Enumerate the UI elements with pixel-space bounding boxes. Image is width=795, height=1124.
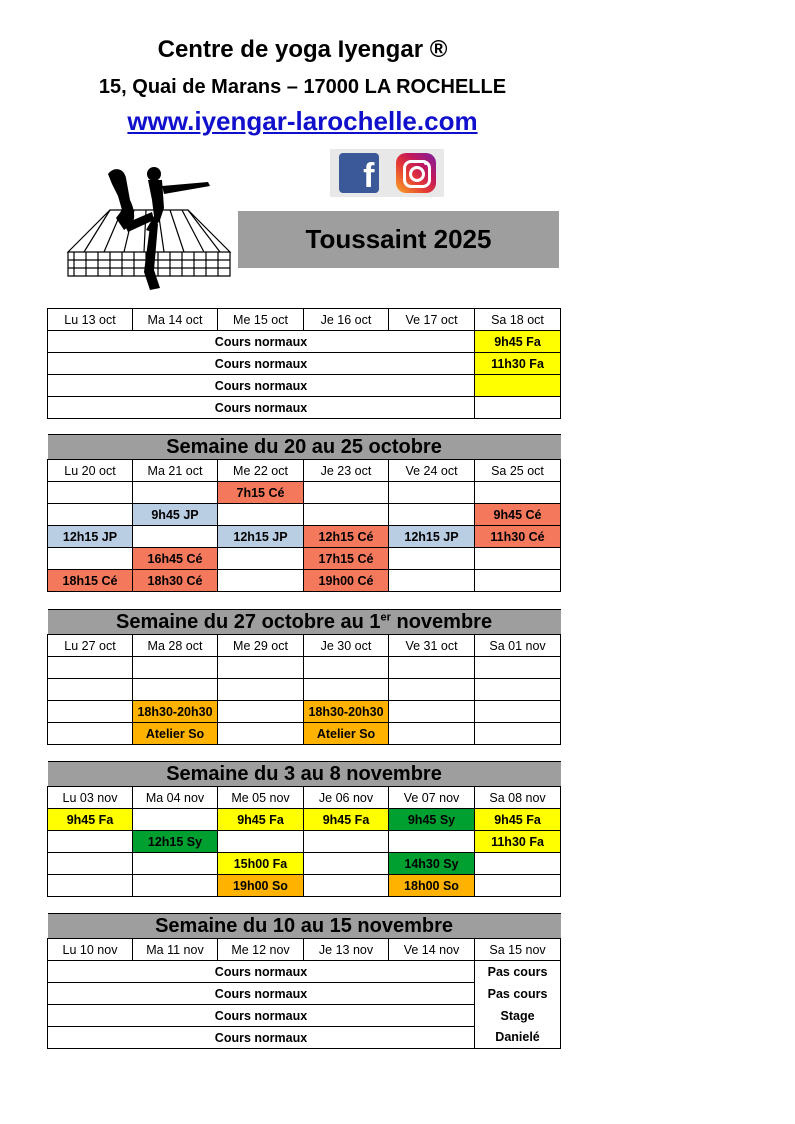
class-slot: 9h45 Fa [48,809,133,831]
table-row [48,809,561,831]
table-row [48,679,561,701]
day-header: Me 22 oct [218,460,304,482]
class-slot [304,853,389,875]
class-slot [48,679,133,701]
day-header: Ma 21 oct [133,460,218,482]
class-slot [389,657,475,679]
day-header: Me 29 oct [218,635,304,657]
class-slot: 9h45 Cé [475,504,561,526]
normal-classes-cell: Cours normaux [48,1027,475,1049]
class-slot [475,875,561,897]
day-header: Je 23 oct [304,460,389,482]
table-row [48,548,561,570]
yoga-logo-icon [64,160,234,292]
class-slot: 18h00 So [389,875,475,897]
day-header: Lu 03 nov [48,787,133,809]
day-header: Sa 18 oct [475,309,561,331]
table-row [48,875,561,897]
class-slot [48,723,133,745]
class-slot [304,482,389,504]
day-header: Ma 28 oct [133,635,218,657]
class-slot [48,482,133,504]
website-link-wrap [0,106,605,137]
class-slot: 9h45 Fa [304,809,389,831]
day-header: Ve 14 nov [389,939,475,961]
class-slot [48,701,133,723]
day-header: Me 05 nov [218,787,304,809]
class-slot [475,570,561,592]
class-slot [389,723,475,745]
normal-classes-cell: Cours normaux [48,375,475,397]
class-slot: 12h15 JP [48,526,133,548]
table-row [48,853,561,875]
day-header: Ve 17 oct [389,309,475,331]
saturday-note: Stage [475,1005,561,1027]
class-slot: Atelier So [304,723,389,745]
class-slot [389,504,475,526]
class-slot [48,548,133,570]
day-header: Sa 15 nov [475,939,561,961]
website-link[interactable]: www.iyengar-larochelle.com [127,106,478,136]
class-slot [133,482,218,504]
class-slot [475,397,561,419]
table-row [48,701,561,723]
class-slot [218,831,304,853]
normal-classes-cell: Cours normaux [48,983,475,1005]
class-slot: 14h30 Sy [389,853,475,875]
class-slot [218,548,304,570]
social-links [330,149,444,197]
table-row [48,570,561,592]
week-title: Semaine du 20 au 25 octobre [48,435,561,460]
class-slot [475,482,561,504]
class-slot [218,701,304,723]
class-slot: 18h15 Cé [48,570,133,592]
day-header: Ve 07 nov [389,787,475,809]
day-header: Lu 13 oct [48,309,133,331]
class-slot [48,875,133,897]
class-slot [48,853,133,875]
class-slot: 12h15 Cé [304,526,389,548]
class-slot [133,875,218,897]
class-slot [304,875,389,897]
schedule-week-27-oct-1-nov [47,609,561,745]
class-slot [475,723,561,745]
class-slot: 19h00 Cé [304,570,389,592]
day-header: Sa 25 oct [475,460,561,482]
day-header-row [48,309,561,331]
class-slot [133,853,218,875]
day-header: Ma 11 nov [133,939,218,961]
class-slot [133,809,218,831]
table-row [48,375,561,397]
class-slot [48,831,133,853]
class-slot: 9h45 JP [133,504,218,526]
class-slot [218,570,304,592]
class-slot [48,504,133,526]
class-slot: 9h45 Fa [475,809,561,831]
class-slot: 7h15 Cé [218,482,304,504]
class-slot: 18h30 Cé [133,570,218,592]
week-title: Semaine du 10 au 15 novembre [48,914,561,939]
table-row [48,1005,561,1027]
day-header-row [48,635,561,657]
class-slot: 18h30-20h30 [133,701,218,723]
day-header: Sa 01 nov [475,635,561,657]
table-row [48,397,561,419]
class-slot: 11h30 Fa [475,353,561,375]
class-slot: 17h15 Cé [304,548,389,570]
week-title: Semaine du 27 octobre au 1er novembre [48,610,561,635]
day-header: Ma 14 oct [133,309,218,331]
table-row [48,983,561,1005]
class-slot: 16h45 Cé [133,548,218,570]
class-slot [304,504,389,526]
day-header: Me 12 nov [218,939,304,961]
class-slot [389,701,475,723]
table-row [48,961,561,983]
class-slot: 11h30 Fa [475,831,561,853]
class-slot [475,657,561,679]
table-row [48,482,561,504]
schedule-week-10-15-nov [47,913,561,1049]
table-row [48,353,561,375]
class-slot [475,853,561,875]
class-slot [475,679,561,701]
saturday-note: Danielé [475,1027,561,1049]
normal-classes-cell: Cours normaux [48,331,475,353]
class-slot [389,570,475,592]
class-slot: 18h30-20h30 [304,701,389,723]
table-row [48,831,561,853]
class-slot: 12h15 JP [389,526,475,548]
normal-classes-cell: Cours normaux [48,961,475,983]
day-header: Lu 27 oct [48,635,133,657]
instagram-icon[interactable] [396,153,436,193]
class-slot [389,548,475,570]
normal-classes-cell: Cours normaux [48,397,475,419]
day-header: Ma 04 nov [133,787,218,809]
class-slot: 9h45 Fa [475,331,561,353]
class-slot [218,504,304,526]
day-header: Me 15 oct [218,309,304,331]
day-header: Je 16 oct [304,309,389,331]
class-slot [133,679,218,701]
class-slot [48,657,133,679]
class-slot [133,657,218,679]
week-title: Semaine du 3 au 8 novembre [48,762,561,787]
day-header: Je 30 oct [304,635,389,657]
class-slot [218,657,304,679]
day-header: Ve 24 oct [389,460,475,482]
class-slot: 12h15 JP [218,526,304,548]
class-slot [304,679,389,701]
table-row [48,526,561,548]
day-header: Je 06 nov [304,787,389,809]
class-slot: 12h15 Sy [133,831,218,853]
class-slot [133,526,218,548]
day-header-row [48,787,561,809]
class-slot [475,701,561,723]
class-slot [218,723,304,745]
table-row [48,723,561,745]
schedule-week-3-8-nov [47,761,561,897]
day-header: Lu 20 oct [48,460,133,482]
schedule-week-20-25-oct [47,434,561,592]
class-slot: 9h45 Sy [389,809,475,831]
day-header: Ve 31 oct [389,635,475,657]
day-header: Je 13 nov [304,939,389,961]
day-header: Lu 10 nov [48,939,133,961]
class-slot [218,679,304,701]
table-row [48,657,561,679]
facebook-icon[interactable]: f [339,153,379,193]
class-slot [389,482,475,504]
centre-title: Centre de yoga Iyengar ® [157,36,448,63]
class-slot: 15h00 Fa [218,853,304,875]
day-header-row [48,939,561,961]
class-slot: Atelier So [133,723,218,745]
class-slot [389,679,475,701]
table-row [48,1027,561,1049]
class-slot: 19h00 So [218,875,304,897]
class-slot: 9h45 Fa [218,809,304,831]
class-slot [475,375,561,397]
class-slot [304,831,389,853]
saturday-note: Pas cours [475,983,561,1005]
normal-classes-cell: Cours normaux [48,1005,475,1027]
day-header-row [48,460,561,482]
class-slot [389,831,475,853]
table-row [48,331,561,353]
saturday-note: Pas cours [475,961,561,983]
class-slot [304,657,389,679]
table-row [48,504,561,526]
centre-address: 15, Quai de Marans – 17000 LA ROCHELLE [98,76,507,98]
schedule-week-13-18-oct [47,308,561,419]
period-banner: Toussaint 2025 [238,211,559,268]
day-header: Sa 08 nov [475,787,561,809]
class-slot: 11h30 Cé [475,526,561,548]
class-slot [475,548,561,570]
normal-classes-cell: Cours normaux [48,353,475,375]
